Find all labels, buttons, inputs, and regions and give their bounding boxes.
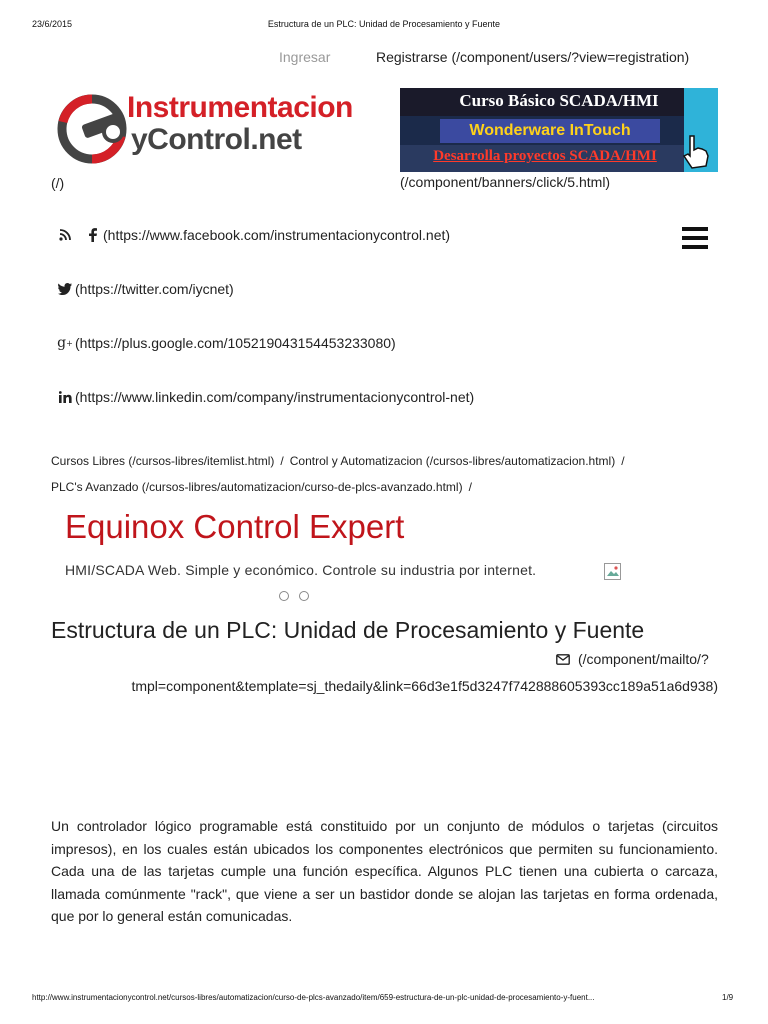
linkedin-link[interactable]: (https://www.linkedin.com/company/instrumentacionycontrol-net) (75, 389, 475, 405)
broken-image-icon (604, 563, 622, 581)
linkedin-icon (57, 389, 73, 405)
breadcrumb-item-plcs-avanzado[interactable]: PLC's Avanzado (/cursos-libres/automatizacion/curso-de-plcs-avanzado.html) (51, 480, 463, 494)
social-row-google[interactable] (57, 335, 396, 351)
breadcrumb-item-cursos-libres[interactable]: Cursos Libres (/cursos-libres/itemlist.html) (51, 454, 275, 468)
social-row-linkedin[interactable] (57, 389, 474, 405)
carousel-dot-2[interactable] (299, 591, 309, 601)
hamburger-menu-button[interactable] (682, 227, 708, 249)
email-share-link[interactable] (556, 651, 709, 667)
print-footer-url: http://www.instrumentacionycontrol.net/cursos-libres/automatizacion/curso-de-plcs-avanzado/item/659-estructura-de-un-plc-unidad-de-procesamiento-y-fuent... (32, 993, 595, 1002)
banner-line1: Curso Básico SCADA/HMI (459, 91, 659, 110)
envelope-icon (556, 654, 570, 665)
pointer-hand-icon (676, 132, 716, 172)
print-doc-title: Estructura de un PLC: Unidad de Procesamiento y Fuente (267, 19, 501, 29)
social-row-facebook[interactable] (57, 227, 450, 243)
logo-gear-icon (55, 92, 130, 167)
facebook-icon (85, 227, 101, 243)
carousel-dot-1[interactable] (279, 591, 289, 601)
email-share-line1[interactable]: (/component/mailto/? (578, 651, 709, 667)
rss-icon[interactable] (57, 227, 73, 243)
email-share-line2[interactable]: tmpl=component&template=sj_thedaily&link=66d3e1f5d3247f742888605393cc189a51a6d938) (131, 678, 718, 694)
breadcrumb-item-automatizacion[interactable]: Control y Automatizacion (/cursos-libres/automatizacion.html) (289, 454, 616, 468)
logo-href[interactable]: (/) (51, 175, 65, 191)
print-date: 23/6/2015 (32, 19, 73, 29)
twitter-icon (57, 281, 73, 297)
print-footer-page: 1/9 (722, 993, 734, 1002)
breadcrumb: Cursos Libres (/cursos-libres/itemlist.html) / Control y Automatizacion (/cursos-libres/automatizacion.html) / (51, 454, 625, 468)
google-plus-link[interactable]: (https://plus.google.com/105219043154453233080) (75, 335, 396, 351)
banner-line2: Wonderware InTouch (469, 122, 631, 139)
site-logo[interactable] (55, 90, 355, 170)
article-title: Estructura de un PLC: Unidad de Procesamiento y Fuente (51, 617, 645, 643)
logo-line1: Instrumentacion (127, 91, 353, 124)
twitter-link[interactable]: (https://twitter.com/iycnet) (75, 281, 234, 297)
scada-banner[interactable] (400, 88, 718, 172)
ad-title[interactable]: Equinox Control Expert (65, 508, 405, 545)
breadcrumb-line2: PLC's Avanzado (/cursos-libres/automatizacion/curso-de-plcs-avanzado.html) / (51, 480, 472, 494)
article-paragraph: Un controlador lógico programable está constituido por un conjunto de módulos o tarjetas (circuitos impresos), en los cuales están ubicados los componentes electrónicos que permiten su funcionamiento. Cada una de las tarjetas cumple una función específica. Algunos PLC tienen una cubierta o carcaza, llamada comúnmente "rack", que viene a ser un bastidor donde se alojan las tarjetas en forma ordenada, que por lo general están comunicadas. (51, 818, 718, 925)
banner-href[interactable]: (/component/banners/click/5.html) (400, 174, 611, 190)
ad-subtitle[interactable]: HMI/SCADA Web. Simple y económico. Controle su industria por internet. (65, 562, 537, 578)
register-link[interactable]: Registrarse (/component/users/?view=registration) (376, 49, 690, 65)
social-row-twitter[interactable] (57, 281, 234, 297)
banner-line3: Desarrolla proyectos SCADA/HMI (433, 148, 657, 164)
google-plus-icon: g + (57, 335, 73, 351)
login-link[interactable]: Ingresar (279, 49, 331, 65)
facebook-link[interactable]: (https://www.facebook.com/instrumentacionycontrol.net) (103, 227, 451, 243)
logo-line2: yControl.net (131, 123, 302, 156)
